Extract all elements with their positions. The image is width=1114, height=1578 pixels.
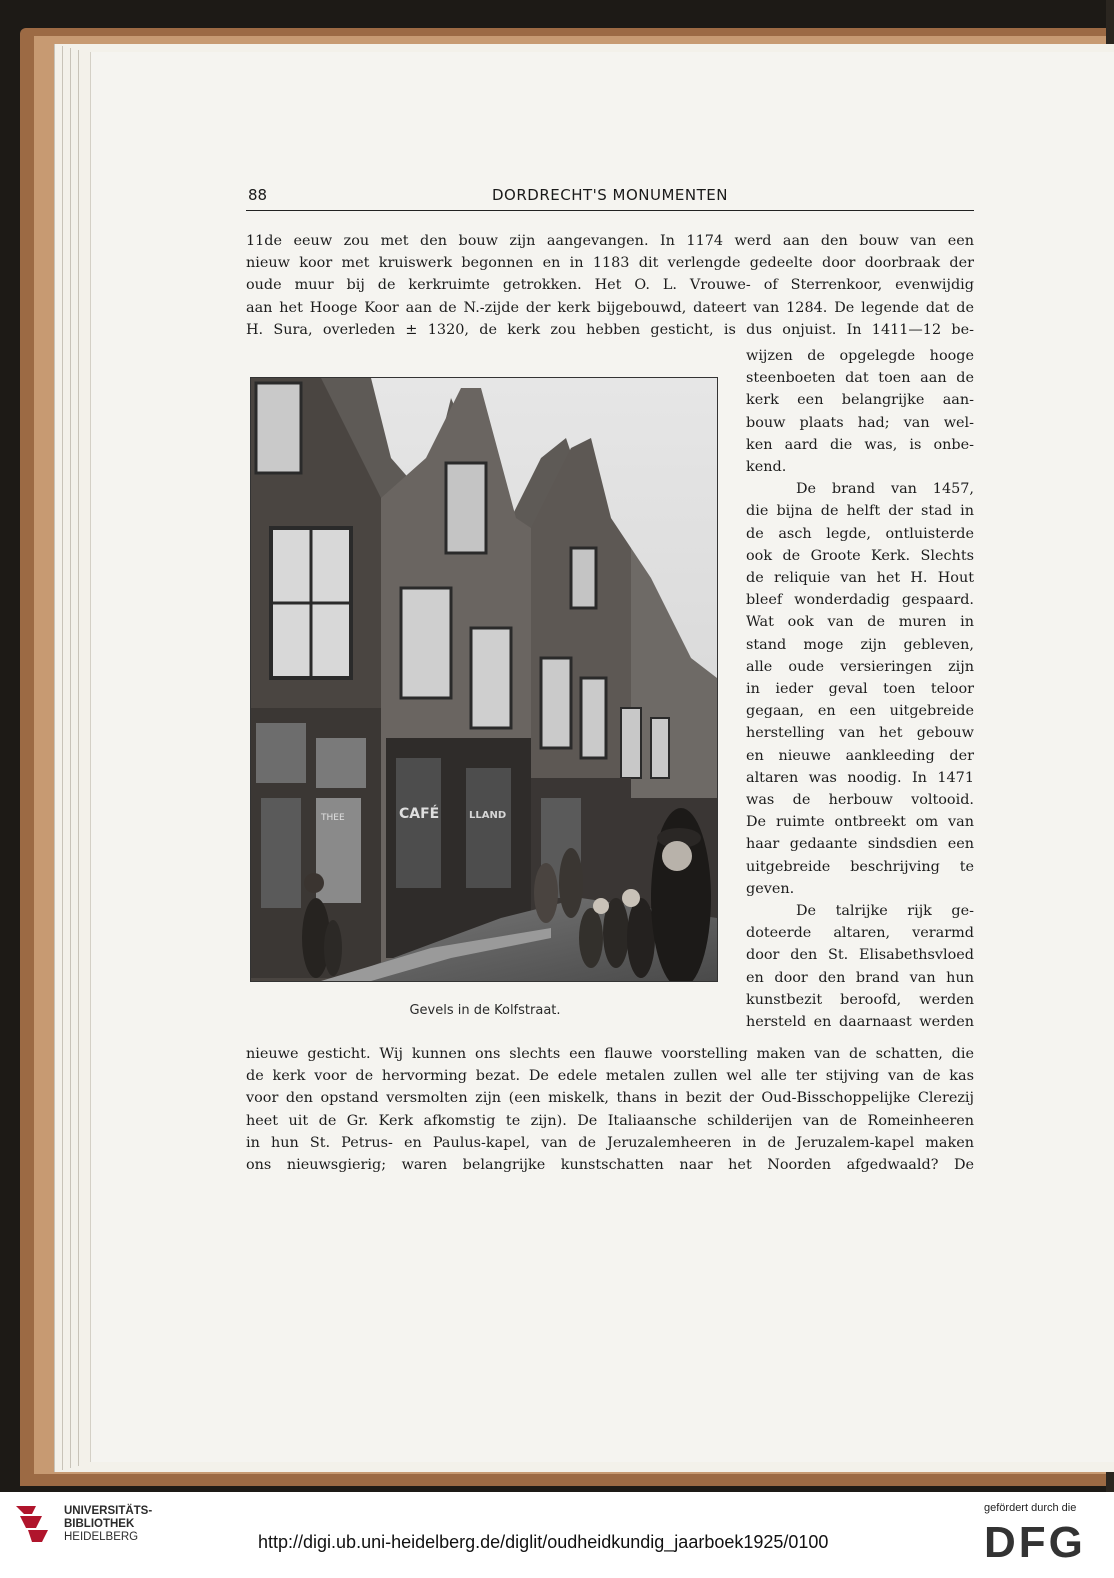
text-line: was de herbouw voltooid. [746, 792, 974, 808]
text-line: doteerde altaren, verarmd [746, 925, 974, 942]
text-line: herstelling van het gebouw [746, 725, 974, 742]
text-line: De brand van 1457, [796, 481, 974, 498]
library-name-line: UNIVERSITÄTS- [64, 1505, 153, 1517]
text-line: in ieder geval toen teloor [746, 681, 974, 697]
text-line: wijzen de opgelegde hooge [746, 348, 974, 364]
text-line: oude muur bij de kerkruimte getrokken. Het O. L. Vrouwe- of Sterrenkoor, evenwijdig [246, 277, 974, 294]
text-line: de reliquie van het H. Hout [746, 570, 974, 586]
text-line: altaren was noodig. In 1471 [746, 769, 974, 786]
text-line: aan het Hooge Koor aan de N.-zijde der kerk bijgebouwd, dateert van 1284. De legende dat de [246, 299, 974, 316]
text-line: door den St. Elisabethsvloed [746, 947, 974, 964]
sign-cafe-text: CAFÉ [399, 806, 440, 822]
figure-caption: Gevels in de Kolfstraat. [409, 1003, 561, 1018]
figure-photo-kolfstraat [250, 377, 718, 982]
ub-heidelberg-logo-icon [12, 1500, 60, 1548]
text-line: de asch legde, ontluisterde [746, 525, 974, 542]
text-line: H. Sura, overleden ± 1320, de kerk zou hebben gesticht, is dus onjuist. In 1411—12 be- [246, 321, 974, 338]
text-line: en nieuwe aankleeding der [746, 747, 974, 764]
text-line: die bijna de helft der stad in [746, 503, 974, 520]
text-line: kunstbezit beroofd, werden [746, 991, 974, 1008]
text-line: geven. [746, 880, 795, 897]
text-line: kend. [746, 459, 787, 475]
text-line: uitgebreide beschrijving te [746, 858, 974, 875]
text-line: Wat ook van de muren in [746, 614, 974, 631]
text-line: ken aard die was, is onbe- [746, 436, 974, 453]
text-line: 11de eeuw zou met den bouw zijn aangevangen. In 1174 werd aan den bouw van een [246, 233, 974, 249]
text-line: gegaan, en een uitgebreide [746, 703, 974, 720]
library-name [64, 1505, 152, 1544]
library-name-line: BIBLIOTHEK [64, 1518, 135, 1530]
text-line: De ruimte ontbreekt om van [746, 814, 974, 831]
text-line: voor den opstand versmolten zijn (een miskelk, thans in bezit der Oud-Bisschoppelijke Clerezij [246, 1090, 974, 1107]
running-header [246, 184, 974, 211]
library-name-line: HEIDELBERG [64, 1531, 139, 1543]
text-line: haar gedaante sindsdien een [746, 836, 974, 853]
text-line: nieuwe gesticht. Wij kunnen ons slechts een flauwe voorstelling maken van de schatten, die [246, 1046, 974, 1062]
text-line: kerk een belangrijke aan- [746, 392, 974, 409]
text-line: ons nieuwsgierig; waren belangrijke kunstschatten naar het Noorden afgedwaald? De [246, 1157, 974, 1173]
text-line: bleef wonderdadig gespaard. [746, 592, 974, 609]
text-line: de kerk voor de hervorming bezat. De edele metalen zullen wel alle ter stijving van de kas [246, 1068, 974, 1085]
page-number: 88 [248, 186, 268, 204]
dfg-logo: DFG [984, 1518, 1086, 1567]
funding-note: gefördert durch die [984, 1502, 1077, 1514]
sign-thee-text: THEE [321, 813, 345, 823]
text-line: alle oude versieringen zijn [746, 658, 974, 675]
text-line: nieuw koor met kruiswerk begonnen en in 1183 dit verlengde gedeelte door doorbraak der [246, 255, 974, 272]
text-line: stand moge zijn gebleven, [746, 636, 974, 653]
text-line: bouw plaats had; van wel- [746, 414, 974, 431]
permalink-url[interactable]: http://digi.ub.uni-heidelberg.de/diglit/oudheidkundig_jaarboek1925/0100 [258, 1532, 829, 1552]
text-line: ook de Groote Kerk. Slechts [746, 547, 974, 564]
text-line: steenboeten dat toen aan de [746, 370, 974, 387]
text-line: hersteld en daarnaast werden [746, 1014, 974, 1030]
sign-shop-text: LLAND [469, 810, 507, 821]
text-line: in hun St. Petrus- en Paulus-kapel, van de Jeruzalemheeren in de Jeruzalem-kapel maken [246, 1134, 974, 1151]
text-line: en door den brand van hun [746, 969, 974, 986]
text-line: heet uit de Gr. Kerk afkomstig te zijn). De Italiaansche schilderijen van de Romeinheeren [246, 1112, 974, 1129]
running-title: DORDRECHT'S MONUMENTEN [491, 186, 728, 204]
text-line: De talrijke rijk ge- [796, 903, 974, 919]
